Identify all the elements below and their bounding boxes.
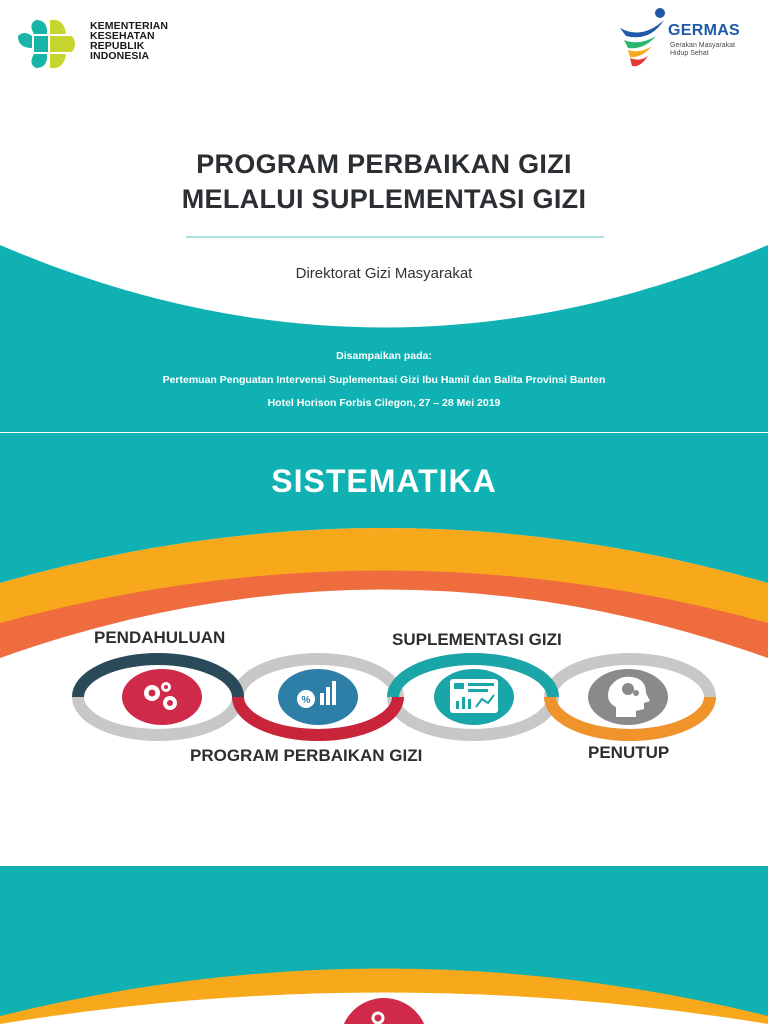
brain-head-icon	[586, 667, 670, 727]
kemenkes-line-1: KEMENTERIAN	[90, 20, 169, 32]
gears-icon	[120, 667, 204, 727]
section-slide-partial	[0, 866, 768, 1024]
title-slide	[0, 0, 768, 432]
tablet-analytics-icon	[432, 667, 516, 727]
step-label-suplementasi: SUPLEMENTASI GIZI	[392, 630, 562, 649]
germas-tagline	[670, 42, 735, 58]
kemenkes-wordmark	[90, 21, 168, 61]
step-label-penutup: PENUTUP	[588, 743, 670, 762]
kemenkes-leaf-logo	[14, 16, 80, 72]
kemenkes-line-2: KESEHATAN	[90, 30, 155, 42]
germas-tagline-line-1: Gerakan Masyarakat	[670, 42, 735, 49]
chart-percent-icon	[276, 667, 360, 727]
kemenkes-line-3: REPUBLIK	[90, 40, 145, 52]
step-label-program: PROGRAM PERBAIKAN GIZI	[190, 746, 423, 765]
presented-label: Disampaikan pada:	[336, 350, 432, 362]
event-venue-date: Hotel Horison Forbis Cilegon, 27 – 28 Mei 2019	[267, 397, 501, 409]
slide-subtitle: Direktorat Gizi Masyarakat	[295, 265, 473, 282]
gears-icon	[336, 996, 432, 1024]
germas-swoosh-logo	[616, 6, 672, 70]
slide-title-line-1: PROGRAM PERBAIKAN GIZI	[196, 149, 572, 179]
agenda-slide	[0, 433, 768, 865]
svg-text:%: %	[301, 695, 311, 706]
kemenkes-line-4: INDONESIA	[90, 50, 150, 62]
agenda-title: SISTEMATIKA	[271, 463, 497, 499]
step-label-pendahuluan: PENDAHULUAN	[94, 628, 226, 647]
event-name: Pertemuan Penguatan Intervensi Suplementasi Gizi Ibu Hamil dan Balita Provinsi Banten	[162, 374, 606, 386]
germas-wordmark: GERMAS	[668, 22, 741, 39]
slide-title-line-2: MELALUI SUPLEMENTASI GIZI	[181, 184, 587, 214]
germas-tagline-line-2: Hidup Sehat	[670, 50, 709, 57]
